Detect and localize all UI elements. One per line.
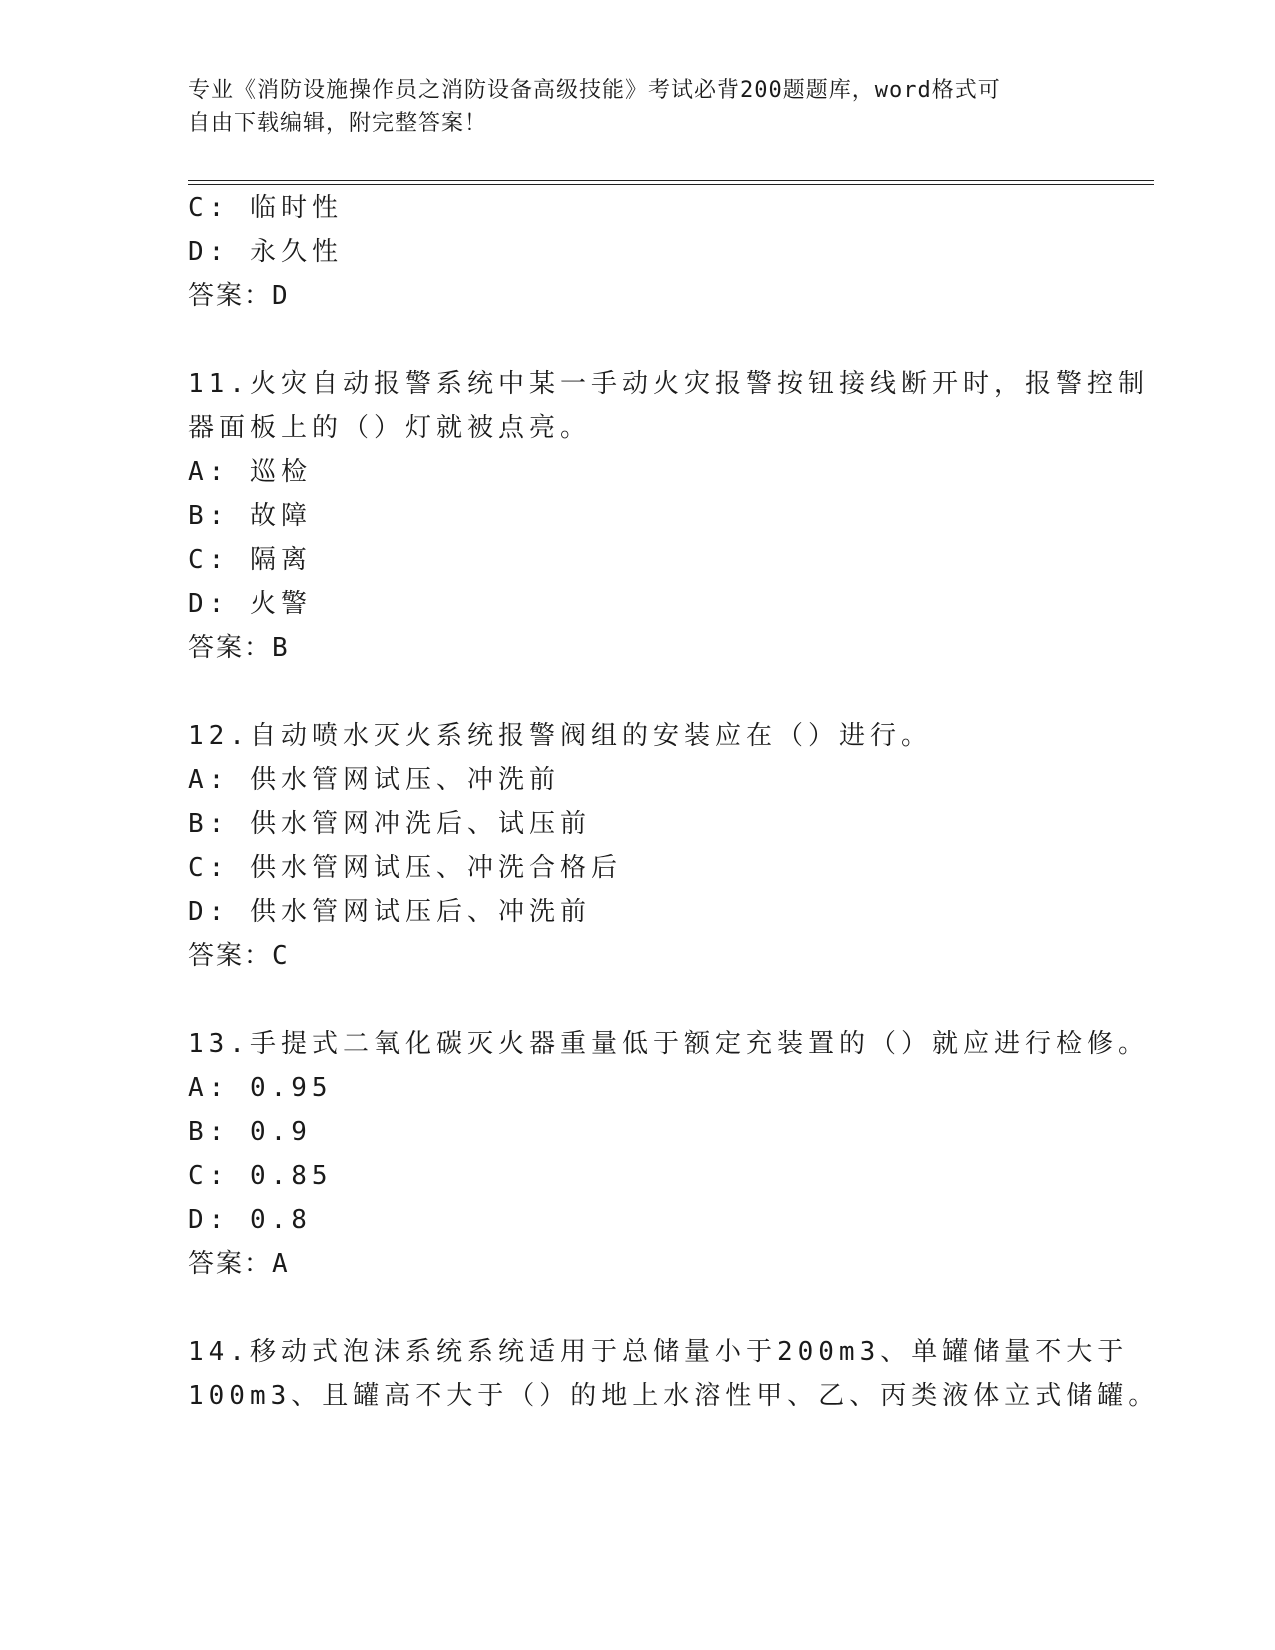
q11-stem-line-2: 器面板上的（）灯就被点亮。 (188, 413, 592, 443)
header-divider-bottom (188, 184, 1154, 185)
q14-stem-line-1: 14.移动式泡沫系统系统适用于总储量小于200m3、单罐储量不大于 (188, 1337, 1129, 1367)
q11-option-c: C: 隔离 (188, 545, 312, 575)
q11-stem-line-1: 11.火灾自动报警系统中某一手动火灾报警按钮接线断开时，报警控制 (188, 369, 1149, 399)
q10-option-d: D: 永久性 (188, 237, 343, 267)
q11-answer: 答案：B (188, 633, 290, 663)
q12-option-b: B: 供水管网冲洗后、试压前 (188, 809, 591, 839)
q14-stem-line-2: 100m3、且罐高不大于（）的地上水溶性甲、乙、丙类液体立式储罐。 (188, 1381, 1160, 1411)
q13-option-b: B: 0.9 (188, 1117, 312, 1147)
q12-option-d: D: 供水管网试压后、冲洗前 (188, 897, 591, 927)
q12-option-a: A: 供水管网试压、冲洗前 (188, 765, 560, 795)
q12-option-c: C: 供水管网试压、冲洗合格后 (188, 853, 622, 883)
q12-answer: 答案：C (188, 941, 290, 971)
q13-option-c: C: 0.85 (188, 1161, 333, 1191)
q11-option-b: B: 故障 (188, 501, 312, 531)
q10-answer: 答案：D (188, 281, 290, 311)
document-header (188, 74, 1088, 140)
q11-option-a: A: 巡检 (188, 457, 312, 487)
q11-option-d: D: 火警 (188, 589, 312, 619)
q13-option-a: A: 0.95 (188, 1073, 333, 1103)
q12-stem: 12.自动喷水灭火系统报警阀组的安装应在（）进行。 (188, 721, 932, 751)
header-line-1: 专业《消防设施操作员之消防设备高级技能》考试必背200题题库，word格式可 (188, 78, 1001, 103)
q10-option-c: C: 临时性 (188, 193, 343, 223)
header-line-2: 自由下载编辑，附完整答案！ (188, 111, 488, 136)
q13-option-d: D: 0.8 (188, 1205, 312, 1235)
q13-answer: 答案：A (188, 1249, 290, 1279)
header-divider-top (188, 180, 1154, 181)
q13-stem: 13.手提式二氧化碳灭火器重量低于额定充装置的（）就应进行检修。 (188, 1029, 1149, 1059)
